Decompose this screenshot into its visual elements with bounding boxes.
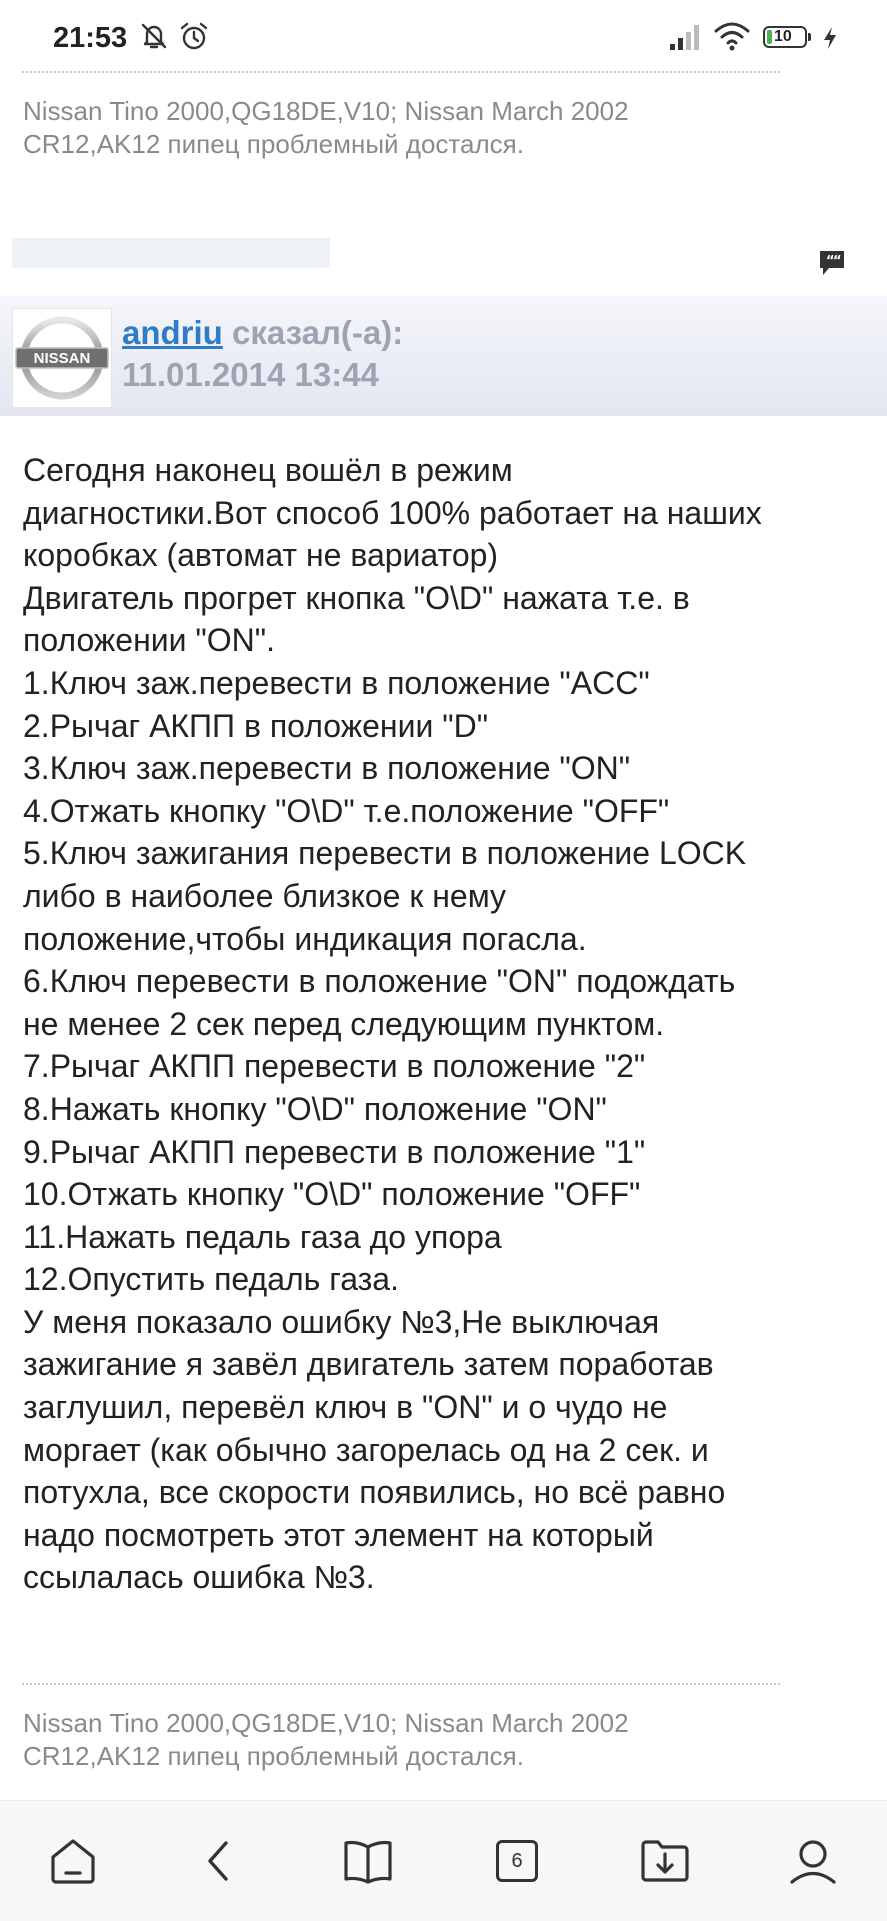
bookmarks-button[interactable] [338, 1831, 398, 1891]
downloads-icon [638, 1835, 692, 1887]
post-text-line: 1.Ключ заж.перевести в положение "ACC" [23, 664, 650, 701]
profile-button[interactable] [783, 1831, 843, 1891]
battery-level: 10 [774, 28, 792, 45]
said-label: сказал(-а): [232, 314, 404, 351]
bookmarks-icon [341, 1835, 395, 1887]
signal-icon [668, 22, 704, 52]
author-line [122, 314, 403, 352]
post-text-line: положение,чтобы индикация погасла. [23, 920, 587, 957]
post-text-line: моргает (как обычно загорелась од на 2 сек. и [23, 1431, 709, 1468]
svg-text:“: “ [833, 254, 842, 269]
battery-icon [763, 26, 807, 48]
downloads-button[interactable] [635, 1831, 695, 1891]
avatar-text: NISSAN [33, 350, 91, 367]
post-text-line: положении "ON". [23, 622, 276, 659]
post-text-line: У меня показало ошибку №3,Не выключая [23, 1303, 660, 1340]
svg-text:“: “ [826, 254, 835, 269]
post-text-line: не менее 2 сек перед следующим пунктом. [23, 1005, 665, 1042]
post-text-line: 4.Отжать кнопку "O\D" т.е.положение "OFF" [23, 792, 670, 829]
post-text-line: 12.Опустить педаль газа. [23, 1261, 399, 1298]
post-text-line: 8.Нажать кнопку "O\D" положение "ON" [23, 1090, 607, 1127]
nissan-logo-icon [13, 309, 111, 407]
post-text-line: 2.Рычаг АКПП в положении "D" [23, 707, 489, 744]
status-bar [0, 0, 887, 78]
status-time: 21:53 [53, 22, 128, 54]
post-text-line: надо посмотреть этот элемент на который [23, 1516, 654, 1553]
avatar[interactable] [12, 308, 112, 408]
signature-line: CR12,AK12 пипец проблемный достался. [23, 129, 524, 159]
tabs-button[interactable] [487, 1831, 547, 1891]
tab-count: 6 [511, 1849, 523, 1872]
divider [22, 71, 780, 73]
author-link[interactable]: andriu [122, 314, 223, 351]
post-text-line: потухла, все скорости появились, но всё равно [23, 1474, 726, 1511]
post-text-line: 6.Ключ перевести в положение "ON" подождать [23, 963, 736, 1000]
signature-line: Nissan Tino 2000,QG18DE,V10; Nissan March 2002 [23, 1708, 629, 1738]
post-header [0, 296, 887, 416]
post-text-line: 3.Ключ заж.перевести в положение "ON" [23, 750, 631, 787]
post-text-line: диагностики.Вот способ 100% работает на наших [23, 494, 762, 531]
alarm-icon [178, 20, 210, 52]
post-text-line: 5.Ключ зажигания перевести в положение LOCK [23, 835, 747, 872]
post-text-line: 9.Рычаг АКПП перевести в положение "1" [23, 1133, 646, 1170]
home-icon [47, 1835, 99, 1887]
signature [23, 1707, 783, 1773]
post-text-line: Двигатель прогрет кнопка "O\D" нажата т.е. в [23, 579, 690, 616]
post-text-line: коробках (автомат не вариатор) [23, 537, 499, 574]
signature-previous [23, 95, 783, 161]
back-icon [194, 1835, 246, 1887]
signature-line: CR12,AK12 пипец проблемный достался. [23, 1741, 524, 1771]
post-text-line: 7.Рычаг АКПП перевести в положение "2" [23, 1048, 646, 1085]
quote-placeholder [12, 238, 330, 268]
post-text-line: зажигание я завёл двигатель затем поработав [23, 1346, 714, 1383]
post-text-line: либо в наиболее близкое к нему [23, 877, 507, 914]
home-button[interactable] [43, 1831, 103, 1891]
post-date: 11.01.2014 13:44 [122, 356, 379, 393]
wifi-icon [714, 20, 750, 52]
post-text-line: ссылалась ошибка №3. [23, 1559, 375, 1596]
divider [22, 1683, 780, 1685]
charging-icon [822, 26, 838, 50]
post-text-line: Сегодня наконец вошёл в режим [23, 452, 513, 488]
quote-icon[interactable] [817, 248, 847, 278]
post-text-line: 10.Отжать кнопку "O\D" положение "OFF" [23, 1176, 641, 1213]
post-body [23, 449, 873, 1599]
profile-icon [787, 1835, 839, 1887]
back-button[interactable] [190, 1831, 250, 1891]
signature-line: Nissan Tino 2000,QG18DE,V10; Nissan March 2002 [23, 96, 629, 126]
post-text-line: заглушил, перевёл ключ в "ON" и о чудо не [23, 1389, 668, 1426]
post-text-line: 11.Нажать педаль газа до упора [23, 1218, 502, 1255]
bottom-navigation [0, 1800, 887, 1921]
tabs-icon [496, 1840, 538, 1882]
bell-off-icon [138, 20, 170, 52]
